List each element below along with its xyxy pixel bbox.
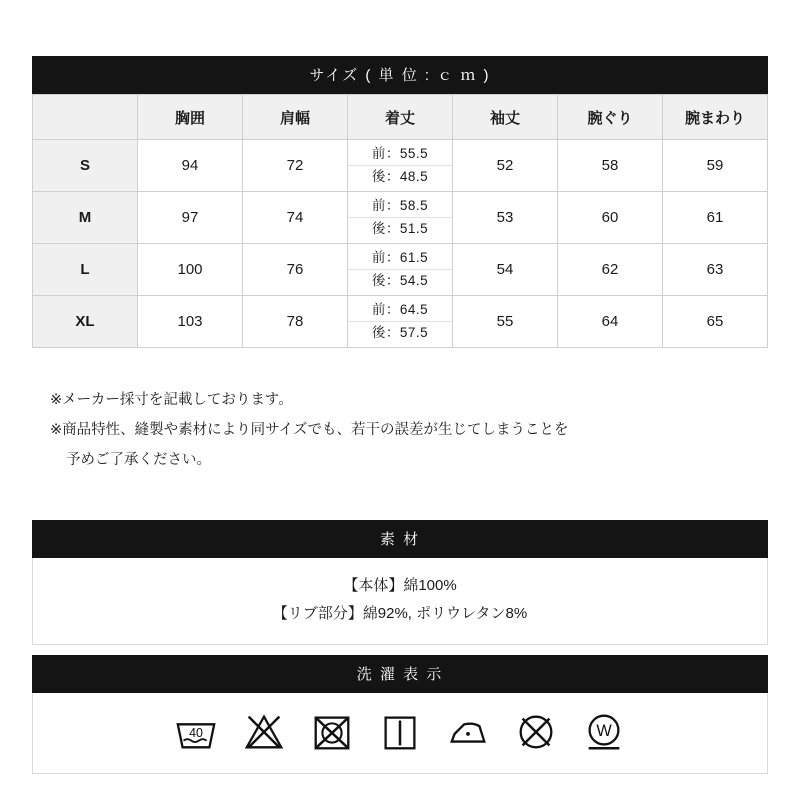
cell-xl-length <box>348 296 453 348</box>
column-header-sleeve: 袖丈 <box>453 95 558 140</box>
cell-xl-armhole: 64 <box>558 296 663 348</box>
cell-xl-bust: 103 <box>138 296 243 348</box>
cell-s-shoulder: 72 <box>243 140 348 192</box>
table-row <box>33 296 768 348</box>
material-line-1: 【本体】綿100% <box>343 577 457 594</box>
cell-l-shoulder: 76 <box>243 244 348 296</box>
wash-section-header: 洗 濯 表 示 <box>32 655 768 693</box>
size-table-head <box>33 95 768 140</box>
cell-s-length <box>348 140 453 192</box>
cell-s-sleeve: 52 <box>453 140 558 192</box>
row-label-l: L <box>33 244 138 296</box>
wash-symbols-row <box>32 693 768 774</box>
table-row <box>33 140 768 192</box>
no-tumble-dry-icon <box>309 709 355 755</box>
note-line-1: ※メーカー採寸を記載しております。 <box>50 392 293 408</box>
size-table <box>32 94 768 348</box>
wash-care-section <box>32 655 768 774</box>
cell-m-arm-around: 61 <box>663 192 768 244</box>
row-label-xl: XL <box>33 296 138 348</box>
cell-l-sleeve: 54 <box>453 244 558 296</box>
row-label-m: M <box>33 192 138 244</box>
iron-low-icon <box>445 709 491 755</box>
size-section <box>32 56 768 348</box>
measurement-notes <box>50 385 750 475</box>
column-header-length: 着丈 <box>348 95 453 140</box>
length-pair <box>348 140 452 191</box>
length-pair <box>348 296 452 347</box>
column-header-armhole: 腕ぐり <box>558 95 663 140</box>
washing-40-icon <box>173 709 219 755</box>
table-header-row <box>33 95 768 140</box>
cell-s-arm-around: 59 <box>663 140 768 192</box>
cell-s-length-back: 後：48.5 <box>371 169 429 184</box>
material-section-body <box>32 558 768 645</box>
note-line-2: ※商品特性、縫製や素材により同サイズでも、若干の誤差が生じてしまうことを <box>50 422 569 438</box>
cell-m-length <box>348 192 453 244</box>
no-bleach-icon <box>241 709 287 755</box>
cell-m-length-front: 前：58.5 <box>348 195 452 218</box>
cell-l-length <box>348 244 453 296</box>
wet-clean-icon <box>581 709 627 755</box>
material-section <box>32 520 768 645</box>
column-header-bust: 胸囲 <box>138 95 243 140</box>
cell-m-sleeve: 53 <box>453 192 558 244</box>
column-header-arm-around: 腕まわり <box>663 95 768 140</box>
cell-xl-sleeve: 55 <box>453 296 558 348</box>
column-header-corner <box>33 95 138 140</box>
cell-xl-arm-around: 65 <box>663 296 768 348</box>
size-section-header: サイズ ( 単 位 : ｃ ｍ ) <box>32 56 768 94</box>
table-row <box>33 244 768 296</box>
length-pair <box>348 244 452 295</box>
length-pair <box>348 192 452 243</box>
cell-m-shoulder: 74 <box>243 192 348 244</box>
cell-m-length-back: 後：51.5 <box>371 221 429 236</box>
cell-s-armhole: 58 <box>558 140 663 192</box>
cell-l-length-back: 後：54.5 <box>371 273 429 288</box>
row-label-s: S <box>33 140 138 192</box>
table-row <box>33 192 768 244</box>
cell-l-bust: 100 <box>138 244 243 296</box>
cell-m-armhole: 60 <box>558 192 663 244</box>
column-header-shoulder: 肩幅 <box>243 95 348 140</box>
cell-s-length-front: 前：55.5 <box>348 143 452 166</box>
cell-xl-length-front: 前：64.5 <box>348 299 452 322</box>
line-dry-icon <box>377 709 423 755</box>
cell-s-bust: 94 <box>138 140 243 192</box>
size-table-body <box>33 140 768 348</box>
cell-l-length-front: 前：61.5 <box>348 247 452 270</box>
material-line-2: 【リブ部分】綿92%, ポリウレタン8% <box>272 605 528 622</box>
material-section-header: 素 材 <box>32 520 768 558</box>
cell-xl-length-back: 後：57.5 <box>371 325 429 340</box>
cell-l-armhole: 62 <box>558 244 663 296</box>
note-line-3: 予めご了承ください。 <box>66 452 211 468</box>
cell-l-arm-around: 63 <box>663 244 768 296</box>
cell-xl-shoulder: 78 <box>243 296 348 348</box>
cell-m-bust: 97 <box>138 192 243 244</box>
svg-text:40: 40 <box>189 725 203 740</box>
svg-text:W: W <box>596 721 612 740</box>
no-dry-clean-icon <box>513 709 559 755</box>
